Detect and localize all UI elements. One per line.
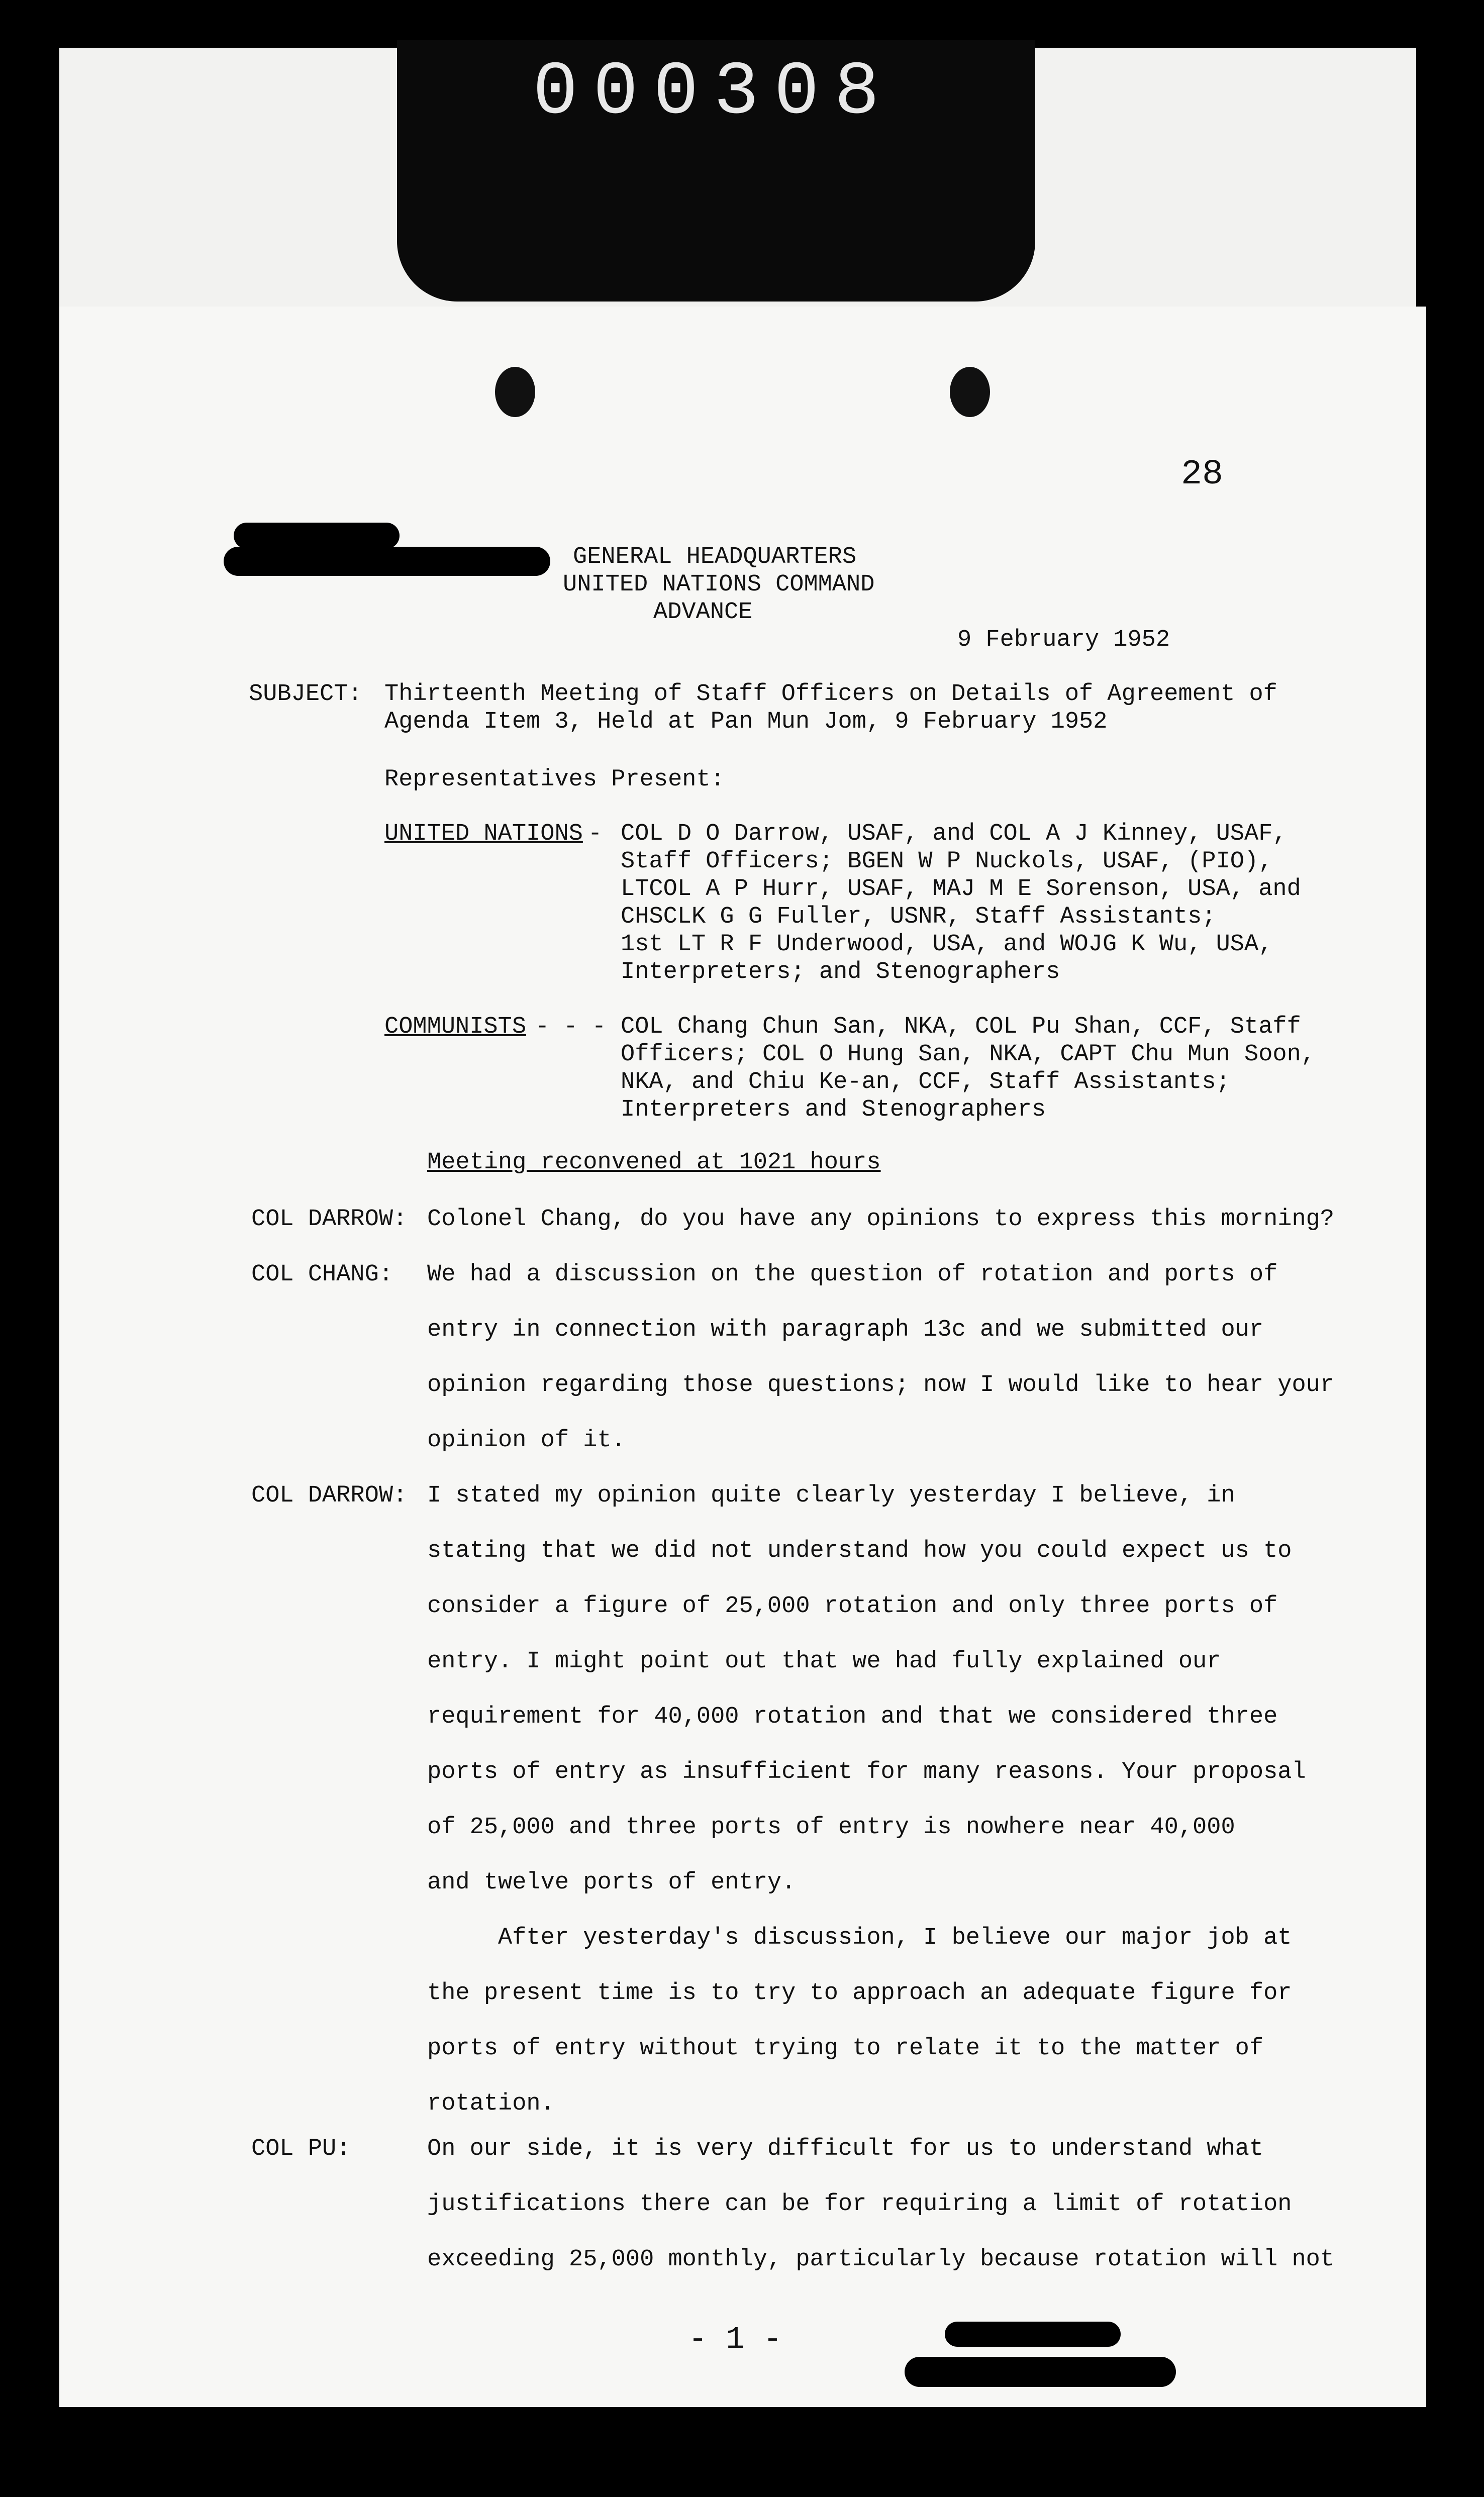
dialogue-line: opinion regarding those questions; now I would like to hear your xyxy=(427,1372,1335,1399)
communists-line: Officers; COL O Hung San, NKA, CAPT Chu Mun Soon, xyxy=(621,1041,1316,1068)
dialogue-line: opinion of it. xyxy=(427,1427,626,1454)
dialogue-line: and twelve ports of entry. xyxy=(427,1869,796,1896)
un-dash: - xyxy=(588,821,603,847)
redaction-bar xyxy=(224,547,550,576)
un-line: 1st LT R F Underwood, USA, and WOJG K Wu, USA, xyxy=(621,931,1273,958)
dialogue-line: ports of entry without trying to relate it to the matter of xyxy=(427,2035,1264,2062)
communists-line: NKA, and Chiu Ke-an, CCF, Staff Assistants; xyxy=(621,1069,1230,1095)
un-line: COL D O Darrow, USAF, and COL A J Kinney, USAF, xyxy=(621,821,1287,847)
dialogue-line: of 25,000 and three ports of entry is nowhere near 40,000 xyxy=(427,1814,1235,1841)
communists-dash: - - - xyxy=(535,1014,607,1040)
un-line: Staff Officers; BGEN W P Nuckols, USAF, (PIO), xyxy=(621,848,1273,875)
dialogue-line: rotation. xyxy=(427,2090,555,2117)
dialogue-line: the present time is to try to approach an adequate figure for xyxy=(427,1980,1292,2007)
representatives-heading: Representatives Present: xyxy=(384,766,725,793)
subject-label: SUBJECT: xyxy=(249,681,362,708)
subject-line-1: Thirteenth Meeting of Staff Officers on Details of Agreement of xyxy=(384,681,1277,708)
redaction-bar xyxy=(945,2322,1121,2347)
punch-hole-right xyxy=(950,367,990,417)
communists-label: COMMUNISTS xyxy=(384,1014,527,1040)
dialogue-line: justifications there can be for requiring a limit of rotation xyxy=(427,2191,1292,2218)
dialogue-line: consider a figure of 25,000 rotation and only three ports of xyxy=(427,1593,1278,1620)
header-line-1: GENERAL HEADQUARTERS xyxy=(573,544,857,570)
dialogue-line: On our side, it is very difficult for us to understand what xyxy=(427,2136,1264,2162)
page-mark: 28 xyxy=(1181,455,1224,494)
dialogue-line: We had a discussion on the question of rotation and ports of xyxy=(427,1261,1278,1288)
reconvened-line: Meeting reconvened at 1021 hours xyxy=(427,1149,881,1176)
document-date: 9 February 1952 xyxy=(957,627,1170,653)
punch-hole-left xyxy=(495,367,535,417)
speaker-label: COL PU: xyxy=(251,2136,351,2162)
dialogue-line: ports of entry as insufficient for many reasons. Your proposal xyxy=(427,1759,1306,1785)
header-line-2: UNITED NATIONS COMMAND xyxy=(563,571,875,598)
communists-line: Interpreters and Stenographers xyxy=(621,1096,1046,1123)
dialogue-line: exceeding 25,000 monthly, particularly because rotation will not xyxy=(427,2246,1335,2273)
redaction-bar xyxy=(234,523,400,549)
un-label: UNITED NATIONS xyxy=(384,821,583,847)
dialogue-line: stating that we did not understand how you could expect us to xyxy=(427,1538,1292,1564)
speaker-label: COL DARROW: xyxy=(251,1482,408,1509)
dialogue-line: requirement for 40,000 rotation and that we considered three xyxy=(427,1704,1278,1730)
page-number: - 1 - xyxy=(688,2322,782,2357)
dialogue-line: I stated my opinion quite clearly yesterday I believe, in xyxy=(427,1482,1235,1509)
dialogue-line: After yesterday's discussion, I believe our major job at xyxy=(427,1925,1292,1951)
subject-line-2: Agenda Item 3, Held at Pan Mun Jom, 9 February 1952 xyxy=(384,709,1108,735)
un-line: CHSCLK G G Fuller, USNR, Staff Assistants; xyxy=(621,904,1216,930)
speaker-label: COL CHANG: xyxy=(251,1261,393,1288)
dialogue-line: Colonel Chang, do you have any opinions to express this morning? xyxy=(427,1206,1335,1233)
speaker-label: COL DARROW: xyxy=(251,1206,408,1233)
un-line: LTCOL A P Hurr, USAF, MAJ M E Sorenson, USA, and xyxy=(621,876,1301,903)
communists-line: COL Chang Chun San, NKA, COL Pu Shan, CCF, Staff xyxy=(621,1014,1301,1040)
frame-counter: 000308 xyxy=(533,50,895,136)
header-line-3: ADVANCE xyxy=(653,599,753,626)
dialogue-line: entry. I might point out that we had fully explained our xyxy=(427,1648,1221,1675)
un-line: Interpreters; and Stenographers xyxy=(621,959,1060,985)
redaction-bar xyxy=(905,2357,1176,2387)
dialogue-line: entry in connection with paragraph 13c and we submitted our xyxy=(427,1317,1264,1343)
